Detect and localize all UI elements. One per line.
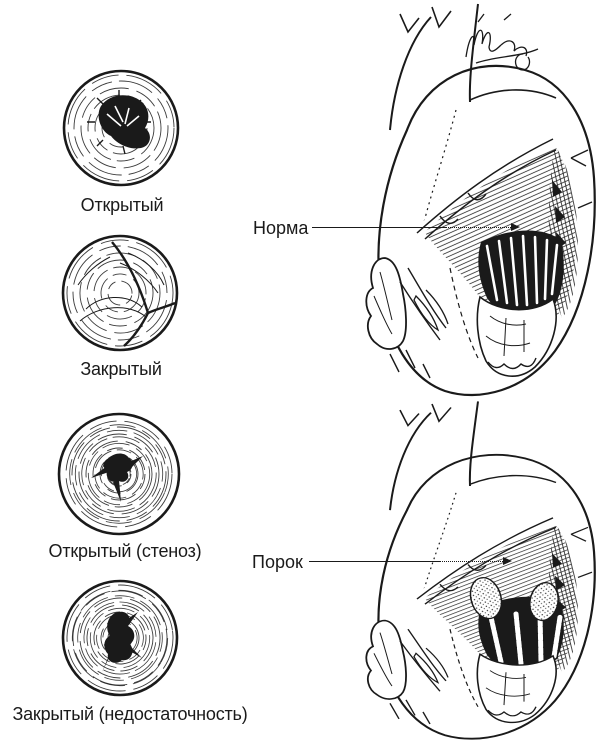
normal-leader-arrow	[511, 223, 520, 231]
defect-leader-line	[309, 561, 439, 562]
valve-open-label: Открытый	[80, 195, 164, 215]
valve-insufficiency-illustration	[56, 574, 184, 702]
valve-closed-illustration	[56, 229, 184, 357]
valve-stenosis-label: Открытый (стеноз)	[48, 541, 202, 561]
normal-leader-line	[312, 227, 445, 228]
defect-leader-arrow	[503, 557, 512, 565]
valve-stenosis-illustration	[53, 408, 185, 540]
heart-normal-illustration	[328, 0, 608, 400]
valve-closed-label: Закрытый	[80, 359, 162, 379]
valve-open-illustration	[57, 64, 185, 192]
defect-leader-line-dotted	[439, 561, 503, 562]
heart-defect-illustration	[328, 398, 608, 743]
normal-label: Норма	[253, 218, 309, 238]
defect-label: Порок	[252, 552, 303, 572]
normal-leader-line-dotted	[445, 227, 511, 228]
valve-insufficiency-label: Закрытый (недостаточность)	[12, 704, 248, 724]
